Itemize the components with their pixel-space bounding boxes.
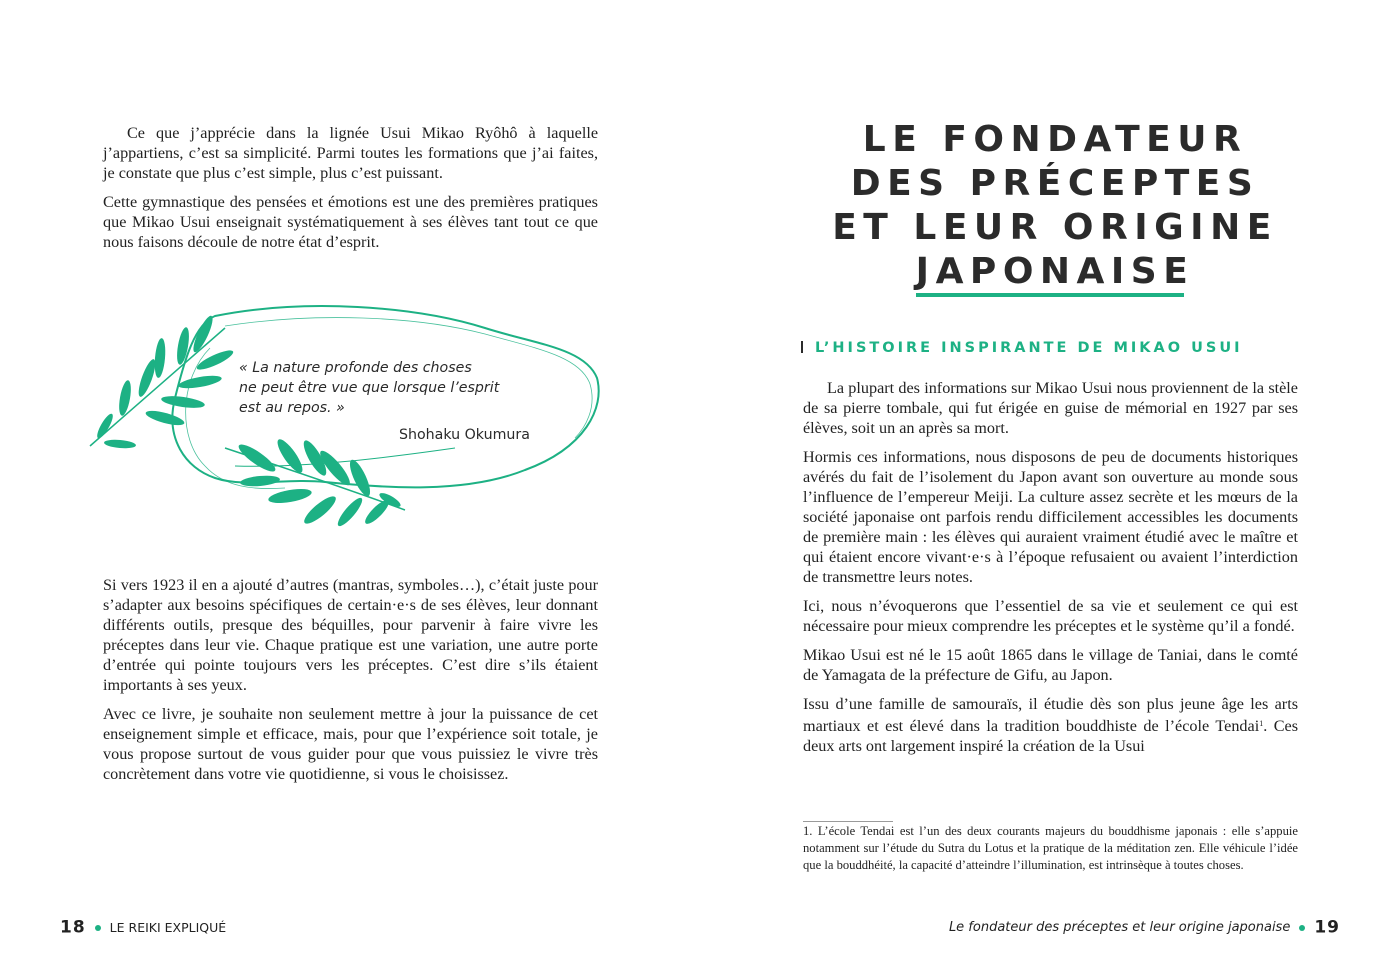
page-number: 18 bbox=[60, 917, 86, 938]
paragraph: Avec ce livre, je souhaite non seulement mettre à jour la puissance de cet enseignement simple et efficace, mais, pour que l’expérience soit totale, je vous propose surtout de vous guider pour que vous puissiez le vivre très concrètement dans votre vie quotidienne, si vous le choisissez. bbox=[103, 705, 598, 783]
pull-quote bbox=[85, 298, 615, 528]
footnote-ref[interactable]: 1 bbox=[1259, 719, 1264, 728]
quote-author: Shohaku Okumura bbox=[399, 427, 530, 443]
section-heading bbox=[801, 340, 1243, 356]
folio-left bbox=[60, 917, 226, 938]
chapter-title-line: ET LEUR ORIGINE bbox=[832, 207, 1278, 248]
quote-line: « La nature profonde des choses bbox=[239, 360, 472, 376]
quote-text bbox=[239, 358, 559, 418]
title-underline bbox=[916, 293, 1184, 297]
chapter-title-line: DES PRÉCEPTES bbox=[850, 163, 1260, 204]
left-top-text bbox=[103, 123, 598, 261]
quote-line: est au repos. » bbox=[239, 400, 345, 416]
bullet-dot-icon bbox=[1299, 925, 1305, 931]
chapter-title bbox=[790, 118, 1320, 294]
chapter-title-line: LE FONDATEUR bbox=[862, 119, 1248, 160]
bottom-leaf-branch bbox=[225, 436, 455, 528]
paragraph: Mikao Usui est né le 15 août 1865 dans le village de Taniai, dans le comté de Yamagata de la préfecture de Gifu, au Japon. bbox=[803, 646, 1298, 684]
right-body-text bbox=[803, 378, 1298, 765]
footnote-divider bbox=[803, 821, 893, 822]
left-bottom-text bbox=[103, 575, 598, 793]
paragraph: Cette gymnastique des pensées et émotions est une des premières pratiques que Mikao Usui enseignait systématiquement à ses élèves tant tout ce que nous faisons découle de notre état d’esprit. bbox=[103, 193, 598, 251]
paragraph: Ce que j’apprécie dans la lignée Usui Mikao Ryôhô à laquelle j’appartiens, c’est sa simplicité. Parmi toutes les formations que j’ai faites, je constate que plus c’est simple, plus c’est puissant. bbox=[103, 124, 598, 182]
folio-right bbox=[949, 917, 1340, 938]
paragraph: Ici, nous n’évoquerons que l’essentiel de sa vie et seulement ce qui est nécessaire pour mieux comprendre les préceptes et le système qu’il a fondé. bbox=[803, 597, 1298, 635]
running-head: LE REIKI EXPLIQUÉ bbox=[109, 920, 227, 935]
section-heading-text: L’HISTOIRE INSPIRANTE DE MIKAO USUI bbox=[815, 340, 1243, 356]
paragraph-text: Issu d’une famille de samouraïs, il étudie dès son plus jeune âge les arts martiaux et est élevé dans la tradition bouddhiste de l’école Tendai bbox=[803, 695, 1298, 735]
running-head: Le fondateur des préceptes et leur origine japonaise bbox=[948, 920, 1291, 935]
paragraph: Si vers 1923 il en a ajouté d’autres (mantras, symboles…), c’était juste pour s’adapter aux besoins spécifiques de certain·e·s de ses élèves, leur donnant différents outils, presque des béquilles, pour parvenir à faire vivre les préceptes dans leur vie. Chaque pratique est une variation, une autre porte d’entrée qui pointe toujours vers les préceptes. C’est dire s’ils étaient importants à ses yeux. bbox=[103, 576, 598, 694]
paragraph-text: . Ces deux arts ont largement inspiré la création de la Usui bbox=[803, 717, 1299, 755]
bullet-dot-icon bbox=[95, 925, 101, 931]
quote-line: ne peut être vue que lorsque l’esprit bbox=[239, 380, 500, 396]
page-number: 19 bbox=[1314, 917, 1340, 938]
paragraph: La plupart des informations sur Mikao Usui nous proviennent de la stèle de sa pierre tombale, qui fut érigée en guise de mémorial en 1927 par ses élèves, soit un an après sa mort. bbox=[803, 379, 1298, 437]
footnote: 1. L’école Tendai est l’un des deux courants majeurs du bouddhisme japonais : elle s’appuie notamment sur l’étude du Sutra du Lotus et la pratique de la méditation zen. Elle véhicule l’idée que la bouddhéité, la capacité d’atteindre l’illumination, est intrinsèque à toutes choses. bbox=[803, 824, 1298, 872]
left-leaf-branch bbox=[90, 314, 235, 450]
paragraph bbox=[803, 694, 1298, 756]
chapter-title-line: JAPONAISE bbox=[915, 251, 1195, 292]
paragraph: Hormis ces informations, nous disposons de peu de documents historiques avérés du fait de l’isolement du Japon avant son ouverture au monde sous l’influence de l’empereur Meiji. La culture assez secrète et les mœurs de la société japonaise ont parfois rendu difficilement accessibles les documents de première main : les élèves qui auraient vraiment étudié avec le maître et qui étaient encore vivant·e·s à l’époque refusaient ou avaient l’interdiction de transmettre leurs notes. bbox=[803, 448, 1298, 586]
section-bar-icon bbox=[801, 341, 803, 353]
